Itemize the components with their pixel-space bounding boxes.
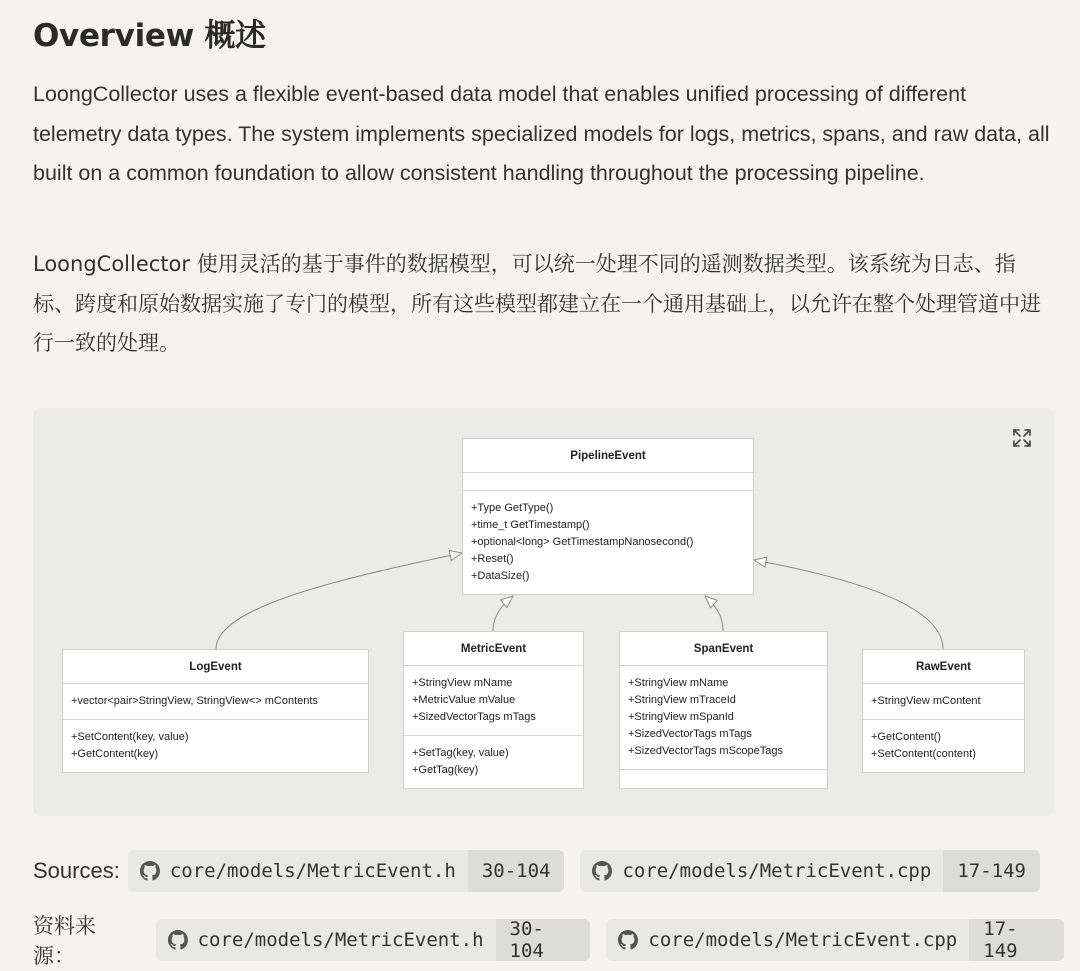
method: +GetTag(key)	[412, 764, 479, 776]
method: +DataSize()	[471, 570, 530, 582]
field: +SizedVectorTags mScopeTags	[628, 745, 784, 757]
page-title: Overview 概述	[33, 18, 266, 54]
class-fields	[63, 684, 368, 720]
sources-label: Sources:	[33, 858, 120, 883]
field: +StringView mName	[628, 677, 729, 689]
overview-paragraph-zh: LoongCollector 使用灵活的基于事件的数据模型，可以统一处理不同的遥测数据类型。该系统为日志、指标、跨度和原始数据实施了专门的模型，所有这些模型都建立在一个通用基础上，以允许在整个处理管道中进行一致的处理。	[33, 252, 1041, 355]
source-file	[156, 919, 496, 961]
source-lines: 17-149	[943, 850, 1040, 892]
source-chip[interactable]	[580, 850, 1040, 892]
method: +SetTag(key, value)	[412, 747, 509, 759]
sources-row-zh	[33, 910, 1080, 970]
source-file-name: core/models/MetricEvent.cpp	[648, 929, 958, 951]
source-file	[580, 850, 943, 892]
class-fields	[620, 666, 827, 770]
field: +vector<pair>StringView, StringView<> mContents	[71, 695, 318, 707]
source-file-name: core/models/MetricEvent.h	[169, 860, 456, 882]
class-name: SpanEvent	[620, 632, 827, 666]
class-fields	[463, 473, 753, 491]
source-chip[interactable]	[606, 919, 1064, 961]
github-icon	[168, 930, 188, 950]
github-icon	[618, 930, 638, 950]
method: +GetContent(key)	[71, 748, 159, 760]
field: +SizedVectorTags mTags	[412, 711, 536, 723]
class-name: RawEvent	[863, 650, 1024, 684]
link-metric-to-pipeline	[493, 596, 513, 631]
field: +StringView mContent	[871, 695, 981, 707]
github-icon	[140, 861, 160, 881]
class-methods	[863, 720, 1024, 772]
class-span-event	[619, 631, 828, 789]
method: +Reset()	[471, 553, 514, 565]
source-file-name: core/models/MetricEvent.cpp	[622, 860, 932, 882]
class-diagram	[33, 408, 1054, 816]
class-name: PipelineEvent	[463, 439, 753, 473]
field: +StringView mTraceId	[628, 694, 736, 706]
sources-row-en	[33, 850, 1056, 892]
class-pipeline-event	[462, 438, 754, 595]
source-lines: 30-104	[468, 850, 565, 892]
source-file	[606, 919, 969, 961]
field: +SizedVectorTags mTags	[628, 728, 752, 740]
class-methods	[404, 736, 583, 788]
field: +StringView mName	[412, 677, 513, 689]
class-methods	[463, 491, 753, 594]
method: +SetContent(key, value)	[71, 731, 189, 743]
expand-icon[interactable]	[1011, 427, 1033, 449]
method: +GetContent()	[871, 731, 942, 743]
method: +time_t GetTimestamp()	[471, 519, 590, 531]
field: +MetricValue mValue	[412, 694, 516, 706]
class-raw-event	[862, 649, 1025, 773]
class-fields	[404, 666, 583, 736]
sources-label: 资料来源：	[33, 914, 96, 968]
source-file-name: core/models/MetricEvent.h	[197, 929, 484, 951]
source-chip[interactable]	[156, 919, 591, 961]
class-methods	[63, 720, 368, 772]
github-icon	[592, 861, 612, 881]
method: +Type GetType()	[471, 502, 554, 514]
class-name: LogEvent	[63, 650, 368, 684]
source-lines: 30-104	[496, 919, 591, 961]
link-span-to-pipeline	[705, 596, 723, 631]
class-log-event	[62, 649, 369, 773]
class-methods	[620, 770, 827, 788]
overview-paragraph-en: LoongCollector uses a flexible event-based data model that enables unified processing of different telemetry data types. The system implements specialized models for logs, metrics, spans, and raw data, all built on a common foundation to allow consistent handling throughout the processing pipeline.	[33, 82, 1050, 185]
class-fields	[863, 684, 1024, 720]
method: +optional<long> GetTimestampNanosecond()	[471, 536, 694, 548]
class-name: MetricEvent	[404, 632, 583, 666]
class-metric-event	[403, 631, 584, 789]
source-chip[interactable]	[128, 850, 565, 892]
method: +SetContent(content)	[871, 748, 976, 760]
source-file	[128, 850, 468, 892]
source-lines: 17-149	[969, 919, 1064, 961]
field: +StringView mSpanId	[628, 711, 734, 723]
